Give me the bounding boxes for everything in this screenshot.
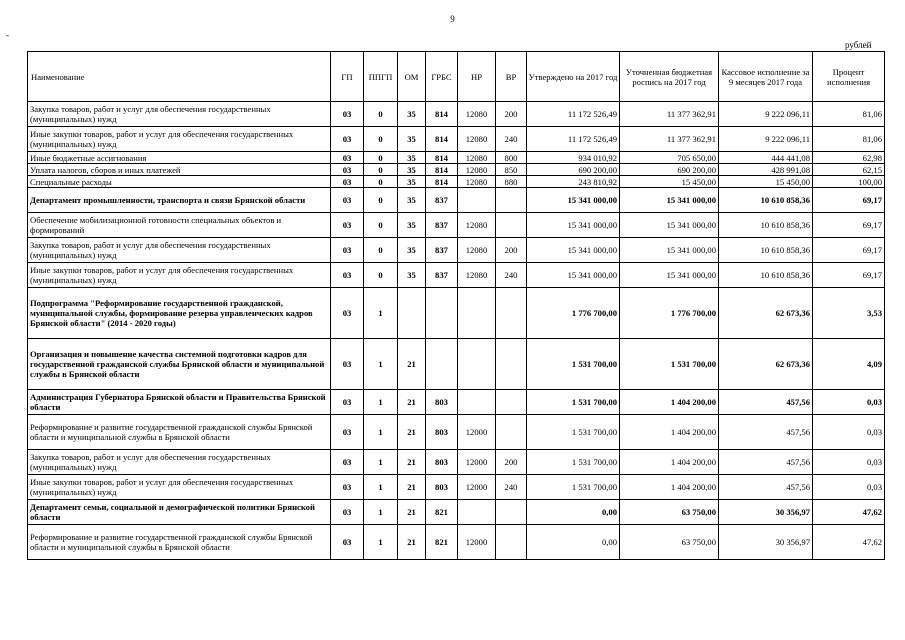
cell-executed: 10 610 858,36	[719, 188, 813, 213]
cell-executed: 457,56	[719, 475, 813, 500]
cell-executed: 457,56	[719, 450, 813, 475]
cell-revised: 11 377 362,91	[620, 127, 719, 152]
cell-percent: 0,03	[813, 450, 885, 475]
cell-gp: 03	[331, 390, 364, 415]
cell-executed: 10 610 858,36	[719, 263, 813, 288]
cell-gp: 03	[331, 288, 364, 339]
cell-gp: 03	[331, 500, 364, 525]
budget-table	[27, 51, 885, 560]
cell-gp: 03	[331, 152, 364, 164]
cell-percent: 62,98	[813, 152, 885, 164]
cell-percent: 0,03	[813, 475, 885, 500]
cell-gp: 03	[331, 238, 364, 263]
cell-ppgp: 0	[364, 127, 398, 152]
cell-approved: 15 341 000,00	[527, 238, 620, 263]
cell-grbs: 814	[426, 176, 458, 188]
cell-om: 21	[398, 415, 426, 450]
cell-grbs	[426, 288, 458, 339]
cell-nr: 12080	[458, 263, 496, 288]
cell-executed: 428 991,08	[719, 164, 813, 176]
col-header-ppgp: ППГП	[364, 52, 398, 102]
cell-executed: 457,56	[719, 415, 813, 450]
cell-grbs: 837	[426, 188, 458, 213]
cell-gp: 03	[331, 263, 364, 288]
cell-vr	[496, 188, 527, 213]
cell-ppgp: 1	[364, 525, 398, 560]
cell-executed: 10 610 858,36	[719, 213, 813, 238]
col-header-om: ОМ	[398, 52, 426, 102]
cell-executed: 9 222 096,11	[719, 127, 813, 152]
cell-revised: 705 650,00	[620, 152, 719, 164]
cell-grbs: 814	[426, 127, 458, 152]
cell-vr: 200	[496, 450, 527, 475]
cell-percent: 69,17	[813, 238, 885, 263]
cell-executed: 30 356,97	[719, 500, 813, 525]
table-row	[28, 152, 885, 164]
cell-ppgp: 0	[364, 188, 398, 213]
cell-ppgp: 1	[364, 339, 398, 390]
col-header-percent: Процент исполнения	[813, 52, 885, 102]
cell-gp: 03	[331, 188, 364, 213]
cell-approved: 15 341 000,00	[527, 188, 620, 213]
cell-om: 21	[398, 500, 426, 525]
cell-approved: 15 341 000,00	[527, 263, 620, 288]
cell-grbs: 814	[426, 152, 458, 164]
cell-om: 35	[398, 213, 426, 238]
cell-name: Иные закупки товаров, работ и услуг для обеспечения государственных (муниципальных) нужд	[28, 127, 331, 152]
table-row	[28, 415, 885, 450]
cell-vr: 240	[496, 127, 527, 152]
cell-ppgp: 0	[364, 102, 398, 127]
cell-gp: 03	[331, 127, 364, 152]
col-header-nr: НР	[458, 52, 496, 102]
cell-ppgp: 1	[364, 390, 398, 415]
cell-executed: 444 441,08	[719, 152, 813, 164]
cell-approved: 690 200,00	[527, 164, 620, 176]
cell-approved: 243 810,92	[527, 176, 620, 188]
cell-percent: 0,03	[813, 390, 885, 415]
col-header-approved: Утверждено на 2017 год	[527, 52, 620, 102]
cell-vr	[496, 288, 527, 339]
cell-percent: 69,17	[813, 263, 885, 288]
cell-name: Закупка товаров, работ и услуг для обеспечения государственных (муниципальных) нужд	[28, 450, 331, 475]
cell-ppgp: 1	[364, 475, 398, 500]
cell-grbs: 814	[426, 102, 458, 127]
cell-grbs: 837	[426, 263, 458, 288]
cell-nr: 12080	[458, 164, 496, 176]
cell-percent: 100,00	[813, 176, 885, 188]
cell-vr	[496, 339, 527, 390]
cell-om: 21	[398, 450, 426, 475]
cell-om: 35	[398, 263, 426, 288]
cell-om: 35	[398, 102, 426, 127]
cell-name: Департамент промышленности, транспорта и связи Брянской области	[28, 188, 331, 213]
cell-revised: 1 531 700,00	[620, 339, 719, 390]
cell-gp: 03	[331, 213, 364, 238]
cell-nr: 12080	[458, 127, 496, 152]
cell-name: Подпрограмма "Реформирование государственной гражданской, муниципальной службы, формирование резерва управленческих кадров Брянской области" (2014 - 2020 годы)	[28, 288, 331, 339]
cell-nr	[458, 188, 496, 213]
cell-approved: 1 776 700,00	[527, 288, 620, 339]
cell-name: Закупка товаров, работ и услуг для обеспечения государственных (муниципальных) нужд	[28, 102, 331, 127]
cell-percent: 81,06	[813, 127, 885, 152]
cell-approved: 1 531 700,00	[527, 390, 620, 415]
cell-revised: 1 776 700,00	[620, 288, 719, 339]
cell-revised: 1 404 200,00	[620, 450, 719, 475]
cell-revised: 63 750,00	[620, 500, 719, 525]
header-dash: -	[6, 30, 9, 40]
cell-executed: 30 356,97	[719, 525, 813, 560]
cell-name: Администрация Губернатора Брянской области и Правительства Брянской области	[28, 390, 331, 415]
cell-approved: 934 010,92	[527, 152, 620, 164]
cell-gp: 03	[331, 415, 364, 450]
cell-revised: 15 341 000,00	[620, 188, 719, 213]
cell-approved: 1 531 700,00	[527, 475, 620, 500]
cell-gp: 03	[331, 164, 364, 176]
cell-om: 21	[398, 475, 426, 500]
cell-ppgp: 0	[364, 213, 398, 238]
cell-percent: 69,17	[813, 213, 885, 238]
cell-percent: 62,15	[813, 164, 885, 176]
cell-nr	[458, 339, 496, 390]
cell-revised: 15 450,00	[620, 176, 719, 188]
cell-vr: 200	[496, 238, 527, 263]
cell-gp: 03	[331, 102, 364, 127]
cell-ppgp: 0	[364, 164, 398, 176]
cell-grbs: 803	[426, 450, 458, 475]
cell-executed: 9 222 096,11	[719, 102, 813, 127]
table-row	[28, 213, 885, 238]
cell-name: Организация и повышение качества системной подготовки кадров для государственной гражданской службы Брянской области и муниципальной службы в Брянской области	[28, 339, 331, 390]
table-row	[28, 288, 885, 339]
cell-om: 21	[398, 525, 426, 560]
cell-revised: 690 200,00	[620, 164, 719, 176]
cell-gp: 03	[331, 339, 364, 390]
cell-approved: 0,00	[527, 525, 620, 560]
cell-grbs	[426, 339, 458, 390]
cell-ppgp: 1	[364, 288, 398, 339]
cell-name: Специальные расходы	[28, 176, 331, 188]
cell-name: Иные бюджетные ассигнования	[28, 152, 331, 164]
cell-name: Реформирование и развитие государственной гражданской службы Брянской области и муниципальной службы в Брянской области	[28, 415, 331, 450]
cell-grbs: 837	[426, 213, 458, 238]
cell-percent: 47,62	[813, 525, 885, 560]
cell-nr: 12080	[458, 176, 496, 188]
cell-nr: 12080	[458, 213, 496, 238]
cell-approved: 1 531 700,00	[527, 450, 620, 475]
cell-om: 35	[398, 152, 426, 164]
cell-nr	[458, 390, 496, 415]
cell-revised: 1 404 200,00	[620, 475, 719, 500]
cell-revised: 15 341 000,00	[620, 263, 719, 288]
cell-ppgp: 1	[364, 450, 398, 475]
cell-nr: 12000	[458, 475, 496, 500]
cell-om: 21	[398, 390, 426, 415]
table-row	[28, 102, 885, 127]
cell-nr: 12000	[458, 450, 496, 475]
table-row	[28, 525, 885, 560]
cell-approved: 11 172 526,49	[527, 127, 620, 152]
cell-vr: 240	[496, 263, 527, 288]
cell-executed: 62 673,36	[719, 339, 813, 390]
col-header-executed: Кассовое исполнение за 9 месяцев 2017 года	[719, 52, 813, 102]
cell-name: Иные закупки товаров, работ и услуг для обеспечения государственных (муниципальных) нужд	[28, 263, 331, 288]
cell-vr: 880	[496, 176, 527, 188]
cell-revised: 1 404 200,00	[620, 390, 719, 415]
cell-nr: 12000	[458, 525, 496, 560]
cell-vr	[496, 500, 527, 525]
cell-name: Обеспечение мобилизационной готовности специальных объектов и формирований	[28, 213, 331, 238]
cell-name: Иные закупки товаров, работ и услуг для обеспечения государственных (муниципальных) нужд	[28, 475, 331, 500]
cell-percent: 4,09	[813, 339, 885, 390]
cell-executed: 15 450,00	[719, 176, 813, 188]
cell-percent: 47,62	[813, 500, 885, 525]
cell-grbs: 803	[426, 390, 458, 415]
cell-percent: 81,06	[813, 102, 885, 127]
cell-vr	[496, 390, 527, 415]
cell-vr: 240	[496, 475, 527, 500]
cell-grbs: 803	[426, 415, 458, 450]
cell-grbs: 821	[426, 525, 458, 560]
cell-executed: 457,56	[719, 390, 813, 415]
col-header-grbs: ГРБС	[426, 52, 458, 102]
cell-vr: 200	[496, 102, 527, 127]
cell-approved: 0,00	[527, 500, 620, 525]
cell-grbs: 837	[426, 238, 458, 263]
cell-om: 35	[398, 127, 426, 152]
cell-gp: 03	[331, 176, 364, 188]
cell-approved: 15 341 000,00	[527, 213, 620, 238]
cell-nr: 12000	[458, 415, 496, 450]
col-header-vr: ВР	[496, 52, 527, 102]
table-row	[28, 164, 885, 176]
table-row	[28, 127, 885, 152]
cell-om: 35	[398, 238, 426, 263]
cell-percent: 69,17	[813, 188, 885, 213]
table-row	[28, 475, 885, 500]
table-body	[28, 102, 885, 560]
cell-nr	[458, 500, 496, 525]
col-header-name: Наименование	[28, 52, 331, 102]
cell-om: 35	[398, 164, 426, 176]
cell-nr: 12080	[458, 238, 496, 263]
table-row	[28, 339, 885, 390]
table-row	[28, 176, 885, 188]
cell-percent: 3,53	[813, 288, 885, 339]
cell-nr	[458, 288, 496, 339]
cell-vr	[496, 213, 527, 238]
table-row	[28, 500, 885, 525]
cell-approved: 11 172 526,49	[527, 102, 620, 127]
cell-revised: 11 377 362,91	[620, 102, 719, 127]
cell-name: Департамент семьи, социальной и демографической политики Брянской области	[28, 500, 331, 525]
cell-executed: 10 610 858,36	[719, 238, 813, 263]
cell-revised: 63 750,00	[620, 525, 719, 560]
cell-name: Реформирование и развитие государственной гражданской службы Брянской области и муниципальной службы в Брянской области	[28, 525, 331, 560]
cell-percent: 0,03	[813, 415, 885, 450]
table-row	[28, 450, 885, 475]
cell-approved: 1 531 700,00	[527, 339, 620, 390]
cell-ppgp: 0	[364, 176, 398, 188]
cell-om: 35	[398, 188, 426, 213]
table-row	[28, 188, 885, 213]
cell-gp: 03	[331, 525, 364, 560]
page-number: 9	[450, 14, 455, 24]
cell-name: Уплата налогов, сборов и иных платежей	[28, 164, 331, 176]
cell-vr	[496, 415, 527, 450]
cell-ppgp: 1	[364, 500, 398, 525]
cell-approved: 1 531 700,00	[527, 415, 620, 450]
cell-om	[398, 288, 426, 339]
cell-name: Закупка товаров, работ и услуг для обеспечения государственных (муниципальных) нужд	[28, 238, 331, 263]
units-label: рублей	[845, 40, 872, 50]
cell-revised: 15 341 000,00	[620, 238, 719, 263]
cell-gp: 03	[331, 450, 364, 475]
cell-ppgp: 0	[364, 263, 398, 288]
cell-grbs: 814	[426, 164, 458, 176]
cell-om: 21	[398, 339, 426, 390]
cell-om: 35	[398, 176, 426, 188]
cell-ppgp: 1	[364, 415, 398, 450]
table-row	[28, 238, 885, 263]
cell-vr: 850	[496, 164, 527, 176]
cell-grbs: 821	[426, 500, 458, 525]
cell-nr: 12080	[458, 152, 496, 164]
table-header-row	[28, 52, 885, 102]
cell-revised: 1 404 200,00	[620, 415, 719, 450]
col-header-gp: ГП	[331, 52, 364, 102]
cell-ppgp: 0	[364, 238, 398, 263]
cell-ppgp: 0	[364, 152, 398, 164]
cell-executed: 62 673,36	[719, 288, 813, 339]
cell-vr: 800	[496, 152, 527, 164]
cell-vr	[496, 525, 527, 560]
cell-gp: 03	[331, 475, 364, 500]
table-row	[28, 390, 885, 415]
cell-revised: 15 341 000,00	[620, 213, 719, 238]
col-header-revised: Уточненная бюджетная роспись на 2017 год	[620, 52, 719, 102]
table-row	[28, 263, 885, 288]
cell-nr: 12080	[458, 102, 496, 127]
cell-grbs: 803	[426, 475, 458, 500]
